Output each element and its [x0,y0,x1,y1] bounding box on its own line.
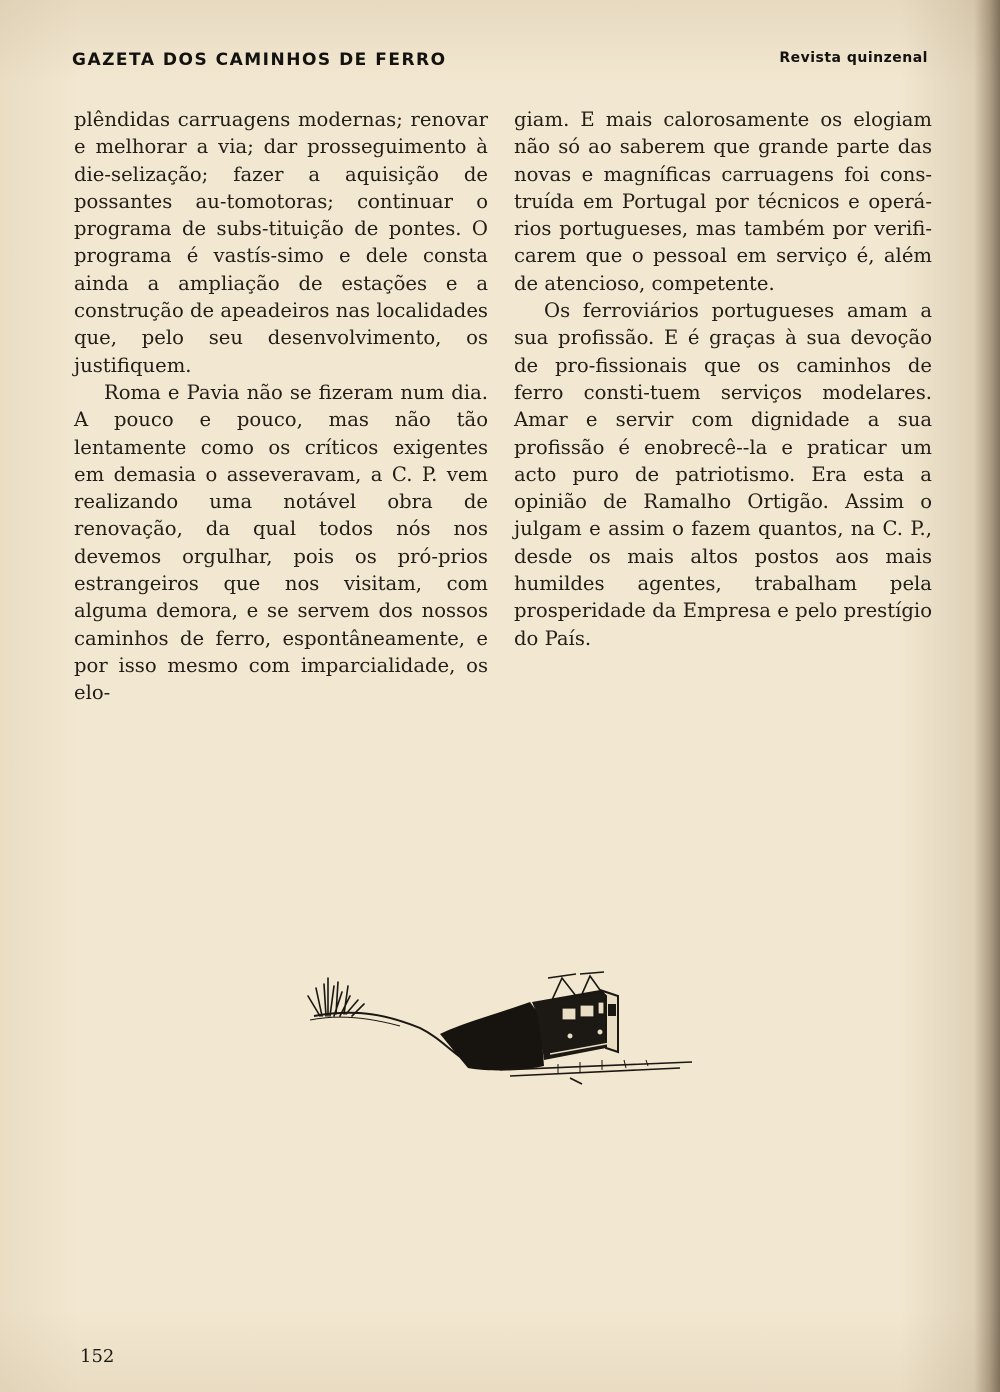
running-header [72,48,928,78]
electric-train-illustration-icon [300,956,700,1086]
left-paragraph-2: Roma e Pavia não se fizeram num dia. A pouco e pouco, mas não tão lentamente como os críticos exigentes em demasia o asseveravam, a C. P. vem realizando uma notável obra de renovação, da qual todos nós nos devemos orgulhar, pois os pró-prios estrangeiros que nos visitam, com alguma demora, e se servem dos nossos caminhos de ferro, espontâneamente, e por isso mesmo com imparcialidade, os elo- [74,380,488,705]
right-paragraph-2: Os ferroviários portugueses amam a sua profissão. E é graças à sua devoção de pro-fissionais que os caminhos de ferro consti-tuem serviços modelares. Amar e servir com dignidade a sua profissão é enobrecê--la e praticar um acto puro de patriotismo. Era esta a opinião de Ramalho Ortigão. Assim o julgam e assim o fazem quantos, na C. P., desde os mais altos postos aos mais humildes agentes, trabalham pela prosperidade da Empresa e pelo prestígio do País. [514,299,932,650]
page-binding-shadow [974,0,1000,1392]
right-paragraph-1: giam. E mais calorosamente os elogiam não só ao saberem que grande parte das novas e magníficas carruagens foi cons-truída em Portugal por técnicos e operá-rios portugueses, mas também por verifi-carem que o pessoal em serviço é, além de atencioso, competente. [514,108,932,295]
page-number: 152 [80,1346,115,1367]
right-column [514,106,932,652]
left-column [74,106,488,707]
left-paragraph-1: plêndidas carruagens modernas; renovar e melhorar a via; dar prosseguimento à die-selização; fazer a aquisição de possantes au-tomotoras; continuar o programa de subs-tituição de pontes. O programa é vastís-simo e dele consta ainda a ampliação de estações e a construção de apeadeiros nas localidades que, pelo seu desenvolvimento, os justifiquem. [74,108,488,377]
publication-title: GAZETA DOS CAMINHOS DE FERRO [72,50,447,70]
publication-subtitle: Revista quinzenal [779,50,928,66]
